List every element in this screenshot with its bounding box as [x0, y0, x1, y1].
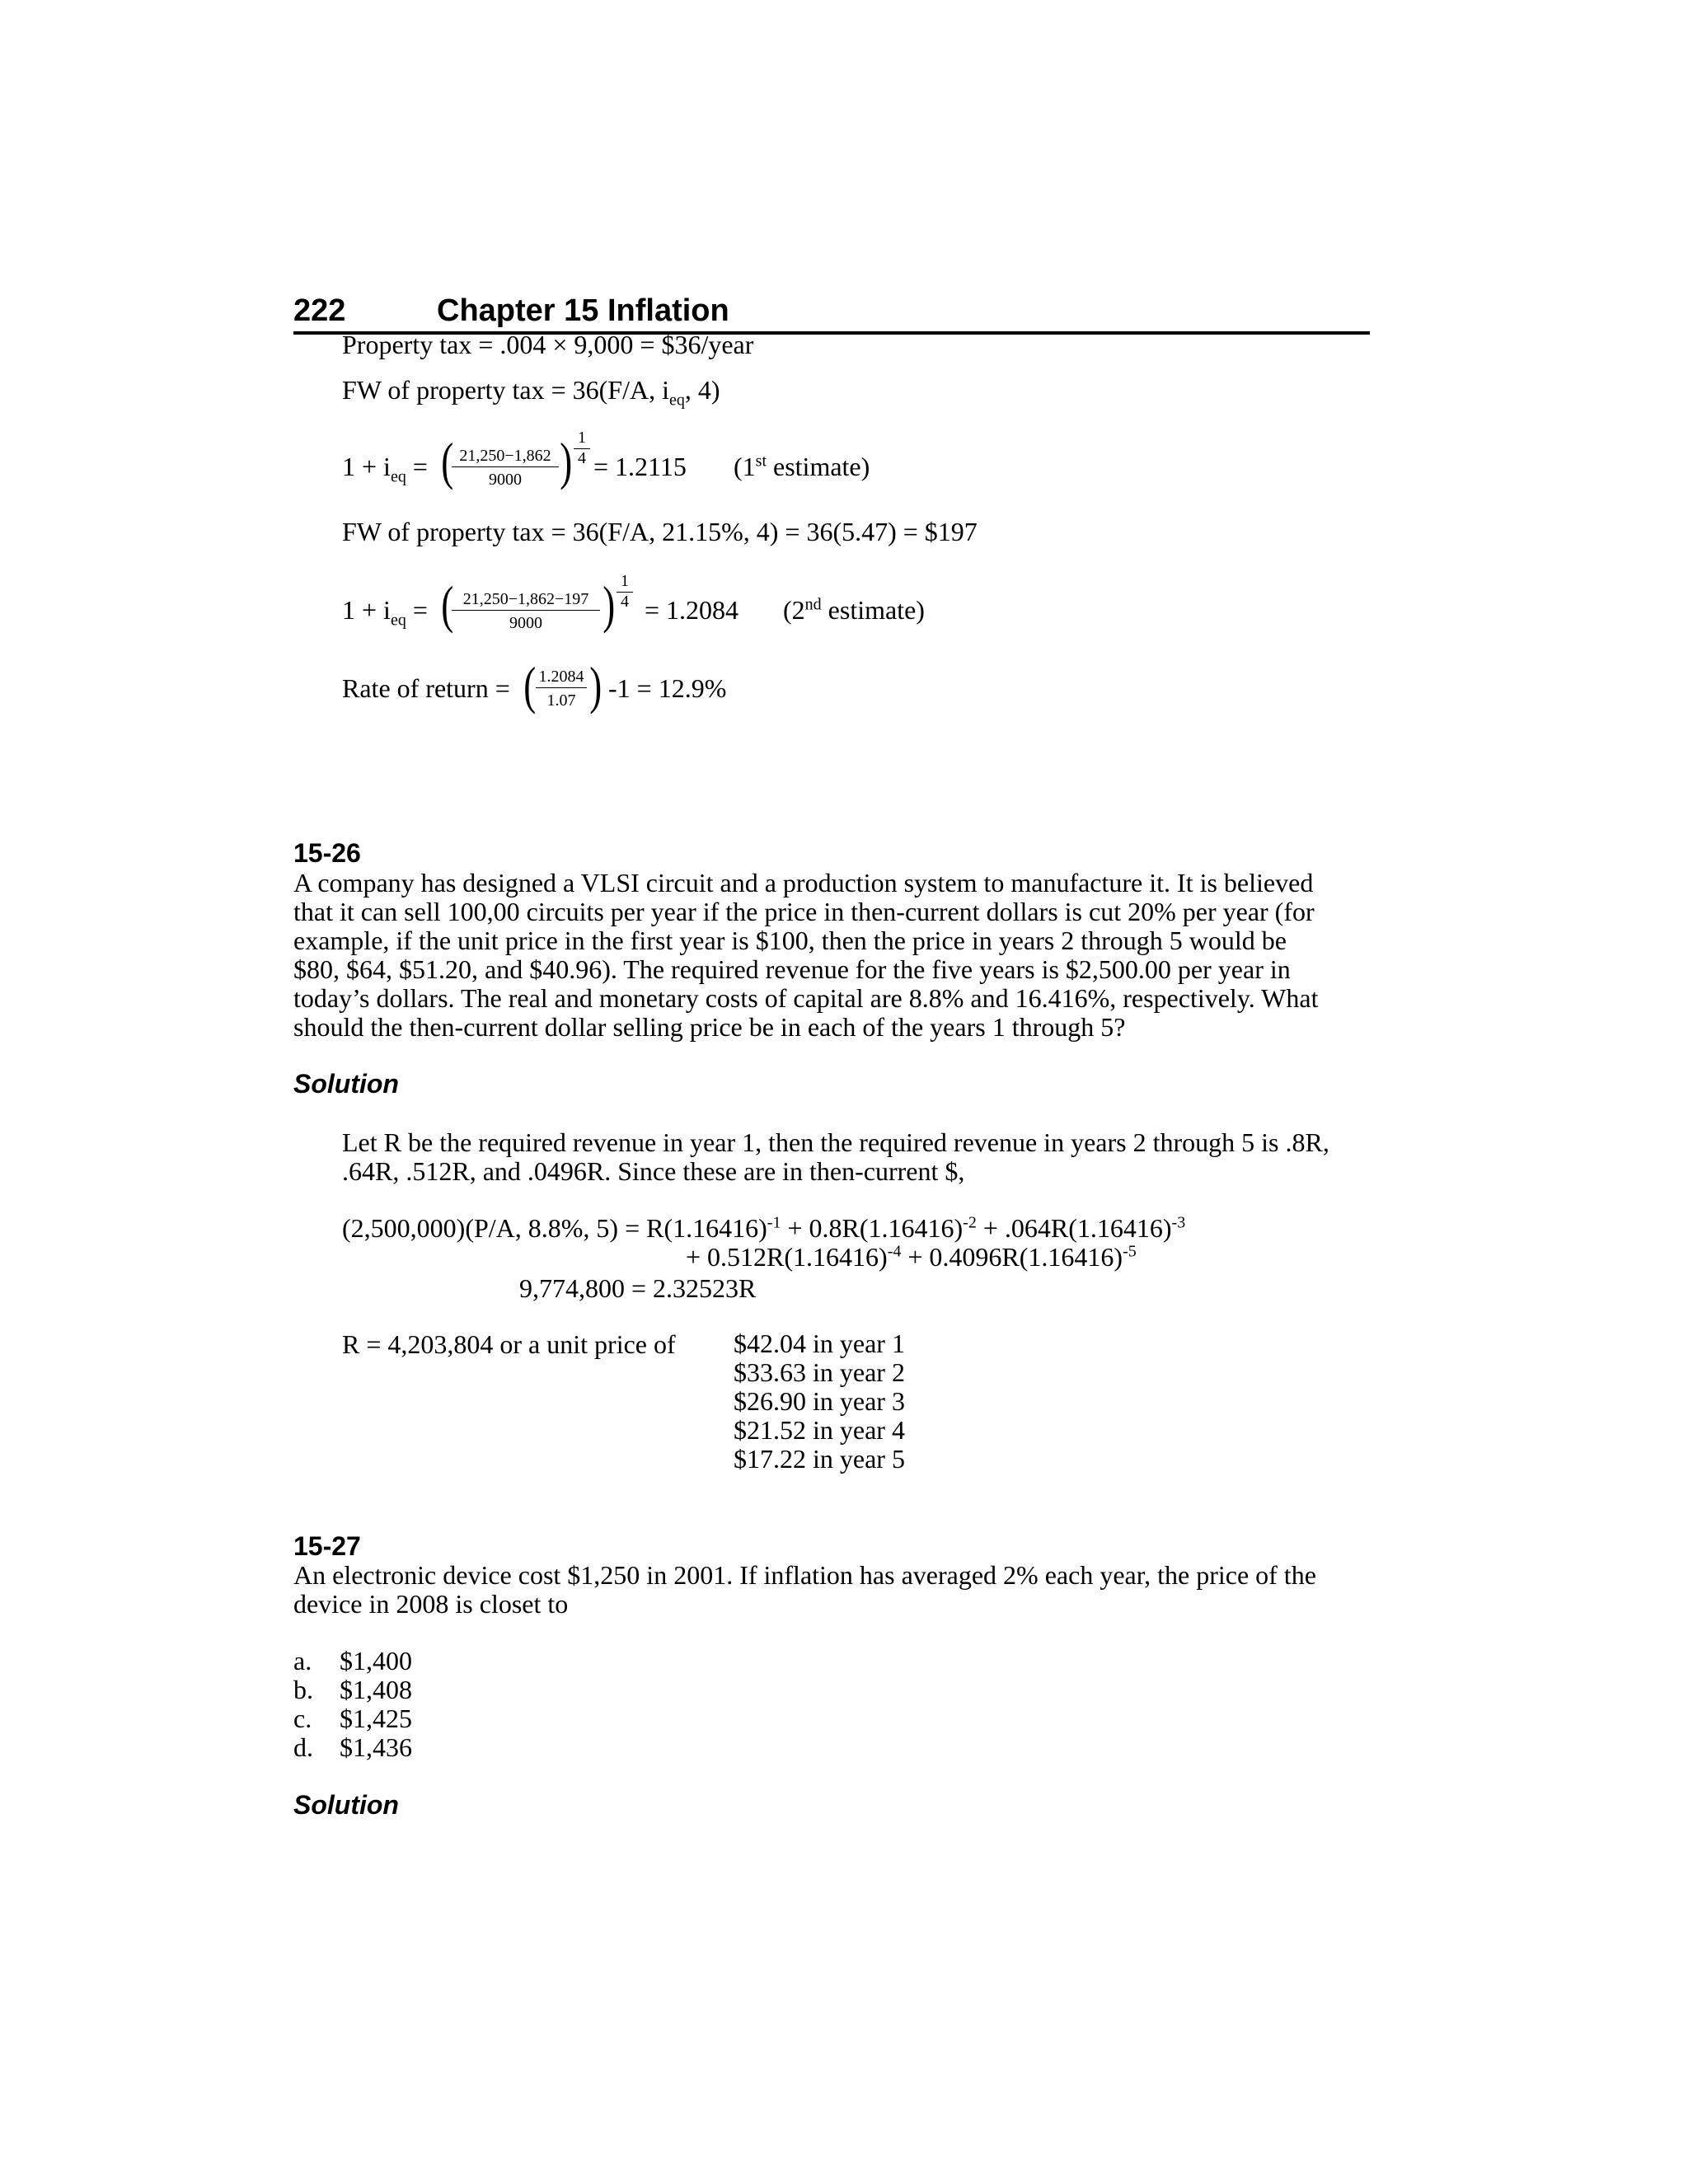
eq2-lhs: $1 + i_{eq}$ =	[342, 595, 428, 630]
problem-15-26-line: today’s dollars. The real and monetary costs of capital are 8.8% and 16.416%, respectively. What	[293, 983, 1319, 1013]
fw-property-tax-line	[342, 375, 720, 410]
eq2-note: (2nd estimate)	[783, 595, 925, 625]
unit-price-year: $21.52 in year 4	[734, 1415, 905, 1445]
eq1-numerator: 21,250−1,862	[452, 447, 559, 467]
fw-line-text: FW of property tax = 36(F/A, i	[342, 375, 669, 405]
eq1-fraction	[452, 447, 559, 489]
answer-option-a: a. $1,400	[293, 1646, 412, 1675]
chapter-title: Chapter 15 Inflation	[437, 293, 729, 328]
eq3-left-paren: (	[523, 656, 537, 715]
eq1-left-paren: (	[441, 432, 454, 490]
eq2-right-paren: )	[603, 575, 616, 634]
eq1-result: = 1.2115	[593, 452, 687, 481]
fw-line-suffix: , 4)	[684, 375, 720, 405]
eq3-fraction	[536, 668, 587, 710]
equation-present-worth-line-1: (2,500,000)(P/A, 8.8%, $5) = R(1.16416)^{-1} + 0.8R(1.16416)^{-2} + .064R(1.16416)^{-3}$	[342, 1213, 1186, 1243]
unit-price-year: $33.63 in year 2	[734, 1357, 905, 1387]
property-tax-line: Property tax = .004 × 9,000 = $36/year	[342, 330, 754, 359]
eq3-numerator: 1.2084	[536, 668, 587, 688]
eq1-right-paren: )	[560, 432, 573, 490]
eq2-result: = 1.2084	[645, 595, 739, 625]
problem-15-26-line: example, if the unit price in the first year is $100, then the price in years 2 through 5 would be	[293, 926, 1287, 955]
equation-present-worth-result: 9,774,800 = 2.32523R	[519, 1273, 757, 1303]
page-number: 222	[293, 293, 346, 328]
solution-line: Let R be the required revenue in year 1, then the required revenue in years 2 through 5 is .8R,	[342, 1127, 1329, 1157]
problem-15-27-line: An electronic device cost $1,250 in 2001. If inflation has averaged 2% each year, the price of the	[293, 1560, 1316, 1590]
eq1-note: (1st estimate)	[734, 452, 870, 481]
problem-15-26-line: $80, $64, $51.20, and $40.96). The required revenue for the five years is $2,500.00 per year in	[293, 954, 1291, 984]
answer-option-c: c. $1,425	[293, 1704, 412, 1733]
fw-property-tax-result: FW of property tax = 36(F/A, 21.15%, 4) = 36(5.47) = $197	[342, 517, 978, 546]
solution-heading-15-26: Solution	[293, 1069, 399, 1099]
eq3-result: -1 = 12.9%	[608, 673, 727, 703]
fw-line-sub: eq	[668, 391, 685, 410]
eq3-lhs: Rate of return =	[342, 673, 510, 703]
equation-present-worth-line-2: + $0.512R(1.16416)^{-4} + 0.4096R(1.16416)^{-5}$	[686, 1242, 1137, 1272]
unit-price-year: $17.22 in year 5	[734, 1444, 905, 1474]
problem-15-27-line: device in 2008 is closet to	[293, 1589, 569, 1619]
page-header	[293, 290, 1370, 335]
solution-heading-15-27: Solution	[293, 1790, 399, 1820]
answer-option-d: d. $1,436	[293, 1732, 412, 1762]
eq3-denominator: 1.07	[546, 691, 576, 710]
problem-number-15-26: 15-26	[293, 838, 361, 868]
eq1-lhs: $1 + i_{eq}$ =	[342, 452, 428, 486]
unit-price-year: $42.04 in year 1	[734, 1329, 905, 1358]
eq2-denominator: 9000	[509, 614, 542, 632]
problem-number-15-27: 15-27	[293, 1531, 361, 1561]
eq1-exponent: $\frac{1}{4}$	[574, 429, 590, 467]
problem-15-26-line: A company has designed a VLSI circuit and a production system to manufacture it. It is believed	[293, 868, 1314, 898]
solution-line: .64R, .512R, and .0496R. Since these are in then-current $,	[342, 1156, 965, 1186]
eq1-denominator: 9000	[489, 471, 522, 489]
problem-15-26-line: that it can sell 100,00 circuits per year if the price in then-current dollars is cut 20% per year (for	[293, 897, 1315, 926]
unit-price-year: $26.90 in year 3	[734, 1386, 905, 1416]
eq2-fraction	[452, 590, 600, 632]
answer-option-b: b. $1,408	[293, 1675, 412, 1704]
eq3-right-paren: )	[589, 656, 603, 715]
eq2-numerator: 21,250−1,862−197	[452, 590, 600, 611]
required-revenue-result: R = 4,203,804 or a unit price of	[342, 1329, 676, 1359]
eq2-left-paren: (	[441, 575, 454, 634]
eq2-exponent: $\frac{1}{4}$	[617, 572, 633, 611]
problem-15-26-line: should the then-current dollar selling price be in each of the years 1 through 5?	[293, 1012, 1126, 1042]
